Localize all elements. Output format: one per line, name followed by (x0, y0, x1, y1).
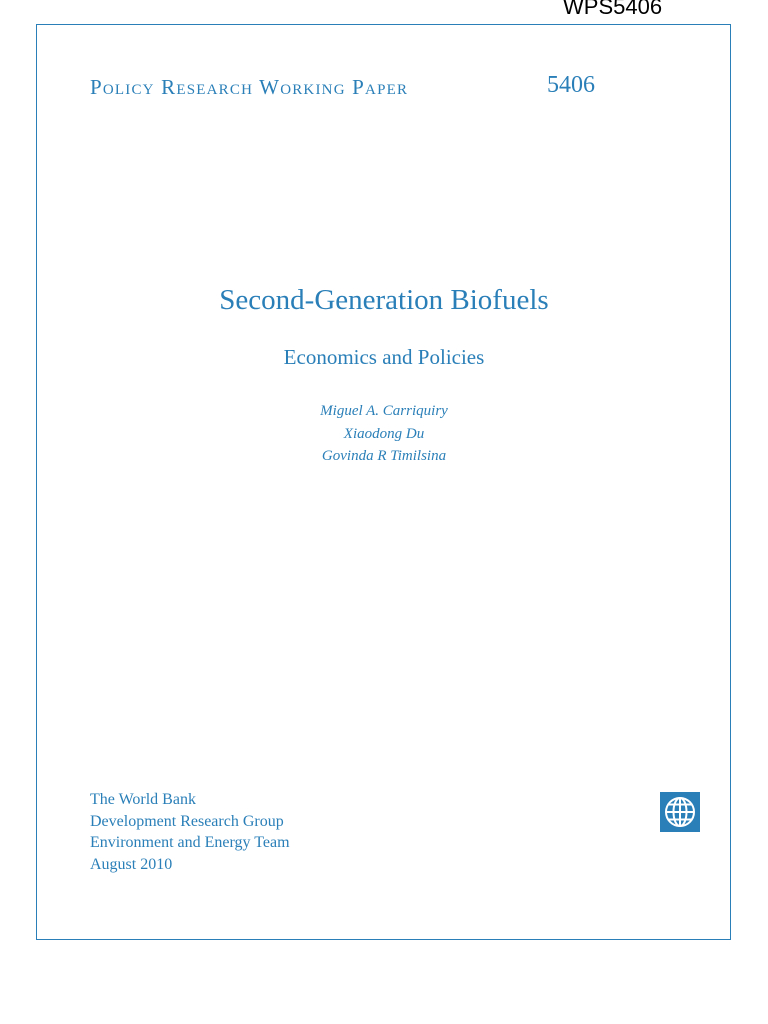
publisher-line: The World Bank (90, 791, 196, 808)
author-name: Xiaodong Du (343, 425, 425, 442)
series-number: 5406 (547, 72, 595, 98)
publication-date: August 2010 (90, 856, 173, 874)
publisher-line: Development Research Group (90, 812, 284, 830)
series-name: Policy Research Working Paper (90, 75, 409, 99)
author-name: Miguel A. Carriquiry (320, 403, 448, 419)
world-bank-globe-icon (660, 792, 700, 832)
publisher-block (90, 789, 290, 876)
paper-subtitle: Economics and Policies (283, 345, 485, 369)
author-name: Govinda R Timilsina (321, 448, 447, 464)
paper-title: Second-Generation Biofuels (219, 284, 549, 316)
author-list (0, 400, 768, 468)
publisher-line: Environment and Energy Team (90, 834, 290, 852)
document-id: WPS5406 (563, 0, 663, 19)
